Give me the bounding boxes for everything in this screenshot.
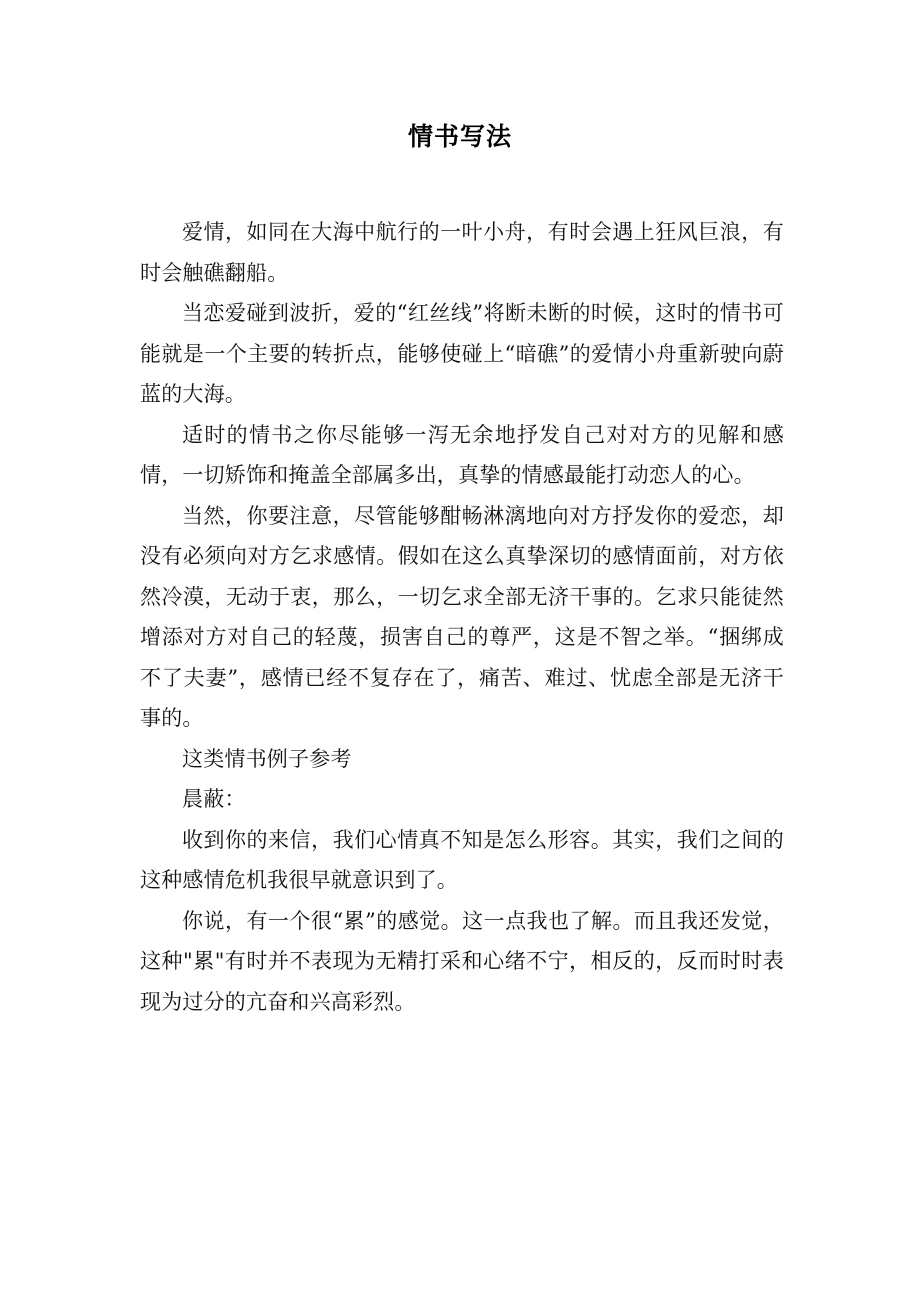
paragraph-5-example-heading: 这类情书例子参考 bbox=[182, 746, 352, 771]
document-title: 情书写法 bbox=[407, 122, 512, 151]
paragraph-8: 你说，有一个很“累”的感觉。这一点我也了解。而且我还发觉，这种"累"有时并不表现为无精打采和心绪不宁，相反的，反而时时表现为过分的亢奋和兴高彩烈。 bbox=[140, 908, 784, 1014]
paragraph-3: 适时的情书之你尽能够一泻无余地抒发自己对对方的见解和感情，一切矫饰和掩盖全部属多出，真挚的情感最能打动恋人的心。 bbox=[140, 422, 784, 487]
paragraph-1: 爱情，如同在大海中航行的一叶小舟，有时会遇上狂风巨浪，有时会触礁翻船。 bbox=[140, 220, 784, 285]
paragraph-7: 收到你的来信，我们心情真不知是怎么形容。其实，我们之间的这种感情危机我很早就意识到了。 bbox=[140, 827, 784, 892]
paragraph-6-salutation: 晨蔽： bbox=[182, 787, 246, 811]
document-body bbox=[140, 212, 784, 1022]
paragraph-4: 当然，你要注意，尽管能够酣畅淋漓地向对方抒发你的爱恋，却没有必须向对方乞求感情。假如在这么真挚深切的感情面前，对方依然冷漠，无动于衷，那么，一切乞求全部无济干事的。乞求只能徒然增添对方对自己的轻蔑，损害自己的尊严，这是不智之举。“捆绑成不了夫妻”，感情已经不复存在了，痛苦、难过、忧虑全部是无济干事的。 bbox=[140, 503, 784, 730]
paragraph-2: 当恋爱碰到波折，爱的“红丝线”将断未断的时候，这时的情书可能就是一个主要的转折点，能够使碰上“暗礁”的爱情小舟重新驶向蔚蓝的大海。 bbox=[140, 301, 784, 406]
